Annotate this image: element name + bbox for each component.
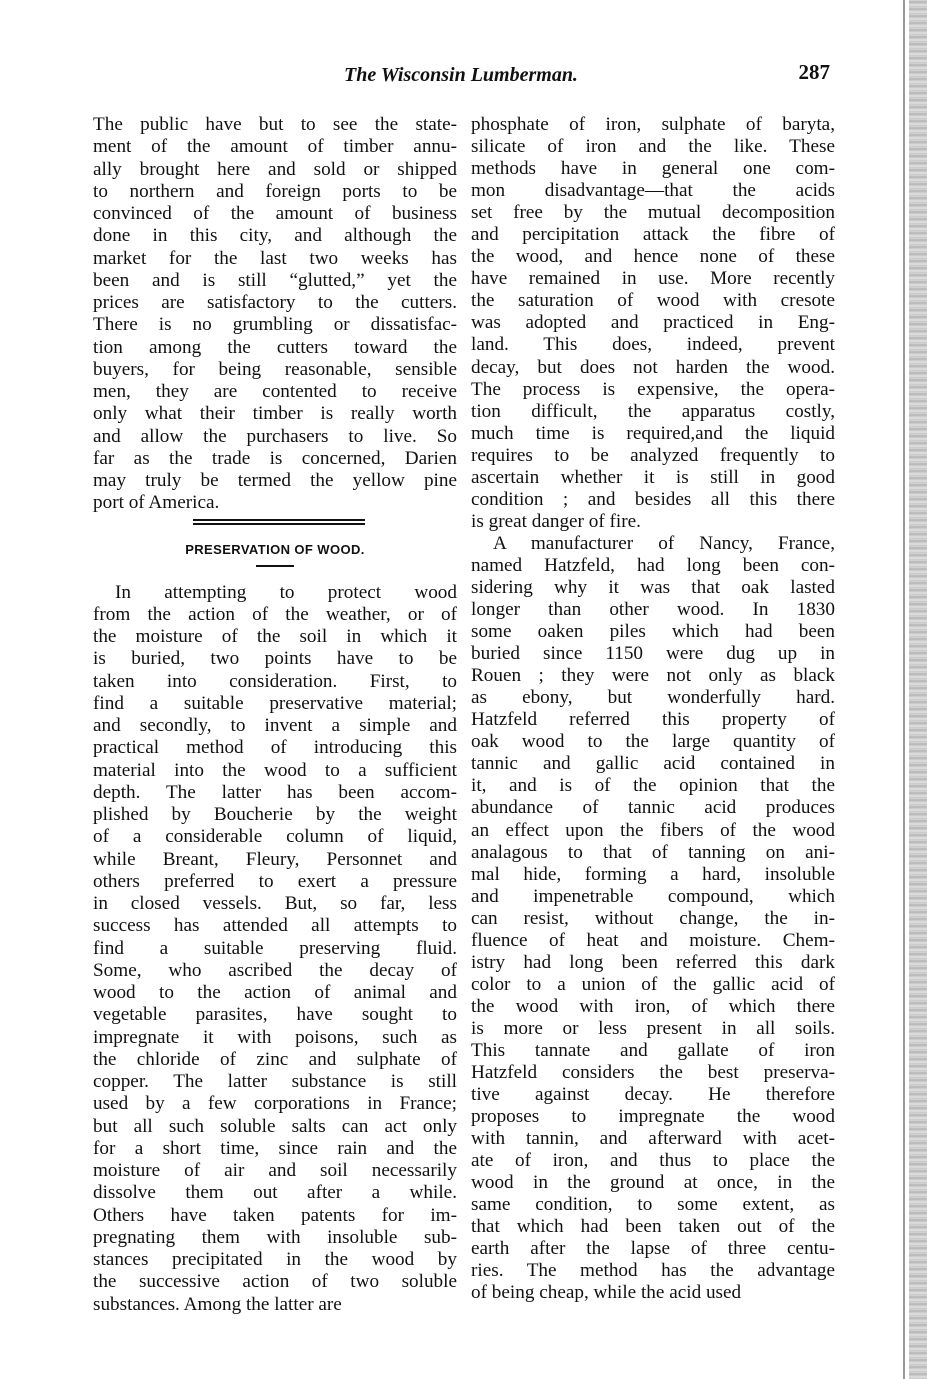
text-line: mon disadvantage—that the acids [471,180,835,202]
text-line: fluence of heat and moisture. Chem- [471,929,835,951]
text-line: silicate of iron and the like. These [471,136,835,158]
text-line: wood to the action of animal and [93,982,457,1003]
text-line: phosphate of iron, sulphate of baryta, [471,114,835,135]
text-line: men, they are contented to receive [93,381,457,402]
text-line: with tannin, and afterward with acet- [471,1128,835,1150]
text-line: A manufacturer of Nancy, France, [493,532,835,554]
text-line: as ebony, but wonderfully hard. [471,687,835,709]
text-line: is buried, two points have to be [93,648,457,670]
text-line: buyers, for being reasonable, sensible [93,358,457,380]
text-line: taken into consideration. First, to [93,670,457,692]
scan-page-edge [909,0,927,1379]
text-line: condition ; and besides all this there [471,488,835,510]
text-line: depth. The latter has been accom- [93,781,457,803]
text-line: tive against decay. He therefore [471,1084,835,1106]
text-line: set free by the mutual decomposition [471,202,835,224]
text-line: The process is expensive, the opera- [471,378,835,400]
text-line: can resist, without change, the in- [471,907,835,929]
left-column [93,114,457,1316]
text-line: used by a few corporations in France; [93,1093,457,1115]
short-rule-divider [256,565,294,567]
text-line: and secondly, to invent a simple and [93,715,457,736]
text-line: dissolve them out after a while. [93,1182,457,1204]
text-line: may truly be termed the yellow pine [93,470,457,491]
text-line: substances. Among the latter are [93,1293,342,1315]
text-line: analagous to that of tanning on ani- [471,841,835,863]
text-line: proposes to impregnate the wood [471,1106,835,1128]
page-number: 287 [798,60,830,84]
text-line: and allow the purchasers to live. So [93,425,457,447]
right-column-text [471,114,835,1305]
text-line: been and is still “glutted,” yet the [93,269,457,291]
text-line: far as the trade is concerned, Darien [93,447,457,469]
text-line: tion among the cutters toward the [93,336,457,358]
right-column [471,114,835,1305]
text-line: the wood, and hence none of these [471,246,835,268]
text-line: market for the last two weeks has [93,247,457,269]
text-line: abundance of tannic acid produces [471,797,835,819]
text-line: ally brought here and sold or shipped [93,158,457,180]
text-line: Some, who ascribed the decay of [93,959,457,981]
text-line: in closed vessels. But, so far, less [93,893,457,914]
scan-border-line [903,0,905,1379]
text-line: named Hatzfeld, had long been con- [471,554,835,576]
text-line: There is no grumbling or dissatisfac- [93,314,457,336]
text-line: requires to be analyzed frequently to [471,444,835,466]
text-line: ries. The method has the advantage [471,1260,835,1282]
text-line: stances precipitated in the wood by [93,1249,457,1270]
text-line: decay, but does not harden the wood. [471,356,835,378]
text-line: longer than other wood. In 1830 [471,599,835,621]
text-line: the saturation of wood with cresote [471,290,835,312]
text-line: wood in the ground at once, in the [471,1172,835,1194]
text-line: plished by Boucherie by the weight [93,804,457,825]
text-line: The public have but to see the state- [93,114,457,135]
text-line: impregnate it with poisons, such as [93,1026,457,1048]
text-line: and impenetrable compound, which [471,885,835,907]
text-line: the chloride of zinc and sulphate of [93,1048,457,1070]
text-line: mal hide, forming a hard, insoluble [471,863,835,885]
text-line: only what their timber is really worth [93,403,457,425]
section-paragraph [93,582,457,1316]
text-line: Hatzfeld considers the best preserva- [471,1062,835,1084]
text-line: Others have taken patents for im- [93,1204,457,1226]
intro-paragraph [93,114,457,515]
text-line: land. This does, indeed, prevent [471,334,835,356]
text-line: moisture of air and soil necessarily [93,1160,457,1181]
text-line: was adopted and practiced in Eng- [471,312,835,334]
text-line: to northern and foreign ports to be [93,180,457,202]
text-line: vegetable parasites, have sought to [93,1004,457,1026]
text-line: of a considerable column of liquid, [93,826,457,848]
text-line: sidering why it was that oak lasted [471,576,835,598]
text-line: the wood with iron, of which there [471,995,835,1017]
double-rule-divider [193,519,365,525]
text-line: This tannate and gallate of iron [471,1039,835,1061]
text-line: prices are satisfactory to the cutters. [93,292,457,313]
text-line: convinced of the amount of business [93,203,457,224]
text-line: while Breant, Fleury, Personnet and [93,848,457,870]
text-line: Rouen ; they were not only as black [471,665,835,687]
text-line: the successive action of two soluble [93,1271,457,1293]
text-line: it, and is of the opinion that the [471,775,835,797]
text-line: Hatzfeld referred this property of [471,709,835,731]
text-line: that which had been taken out of the [471,1216,835,1238]
text-line: color to a union of the gallic acid of [471,973,835,995]
text-line: pregnating them with insoluble sub- [93,1226,457,1248]
text-line: is great danger of fire. [471,510,641,532]
text-line: find a suitable preserving fluid. [93,937,457,959]
text-line: done in this city, and although the [93,225,457,247]
text-line: others preferred to exert a pressure [93,870,457,892]
text-line: buried since 1150 were dug up in [471,643,835,665]
text-line: istry had long been referred this dark [471,951,835,973]
text-line: an effect upon the fibers of the wood [471,819,835,841]
text-line: much time is required,and the liquid [471,422,835,444]
text-line: In attempting to protect wood [115,581,457,603]
text-line: oak wood to the large quantity of [471,731,835,753]
text-line: is more or less present in all soils. [471,1017,835,1039]
text-line: have remained in use. More recently [471,268,835,290]
text-line: for a short time, since rain and the [93,1137,457,1159]
text-line: success has attended all attempts to [93,915,457,937]
text-line: earth after the lapse of three centu- [471,1238,835,1260]
text-line: tion difficult, the apparatus costly, [471,400,835,422]
text-line: same condition, to some extent, as [471,1194,835,1216]
text-line: ate of iron, and thus to place the [471,1150,835,1172]
text-line: but all such soluble salts can act only [93,1115,457,1137]
text-line: practical method of introducing this [93,737,457,759]
text-line: ascertain whether it is still in good [471,466,835,488]
text-line: find a suitable preservative material; [93,692,457,714]
text-line: tannic and gallic acid contained in [471,753,835,775]
text-line: of being cheap, while the acid used [471,1282,742,1304]
text-line: ment of the amount of timber annu- [93,136,457,158]
text-line: from the action of the weather, or of [93,603,457,625]
section-heading: PRESERVATION OF WOOD. [185,541,365,557]
text-line: port of America. [93,492,220,514]
text-line: copper. The latter substance is still [93,1071,457,1092]
text-line: methods have in general one com- [471,158,835,180]
text-line: material into the wood to a sufficient [93,759,457,781]
text-line: some oaken piles which had been [471,621,835,643]
page-header [340,60,840,92]
text-line: and percipitation attack the fibre of [471,224,835,246]
running-title: The Wisconsin Lumberman. [344,64,578,86]
text-line: the moisture of the soil in which it [93,626,457,647]
